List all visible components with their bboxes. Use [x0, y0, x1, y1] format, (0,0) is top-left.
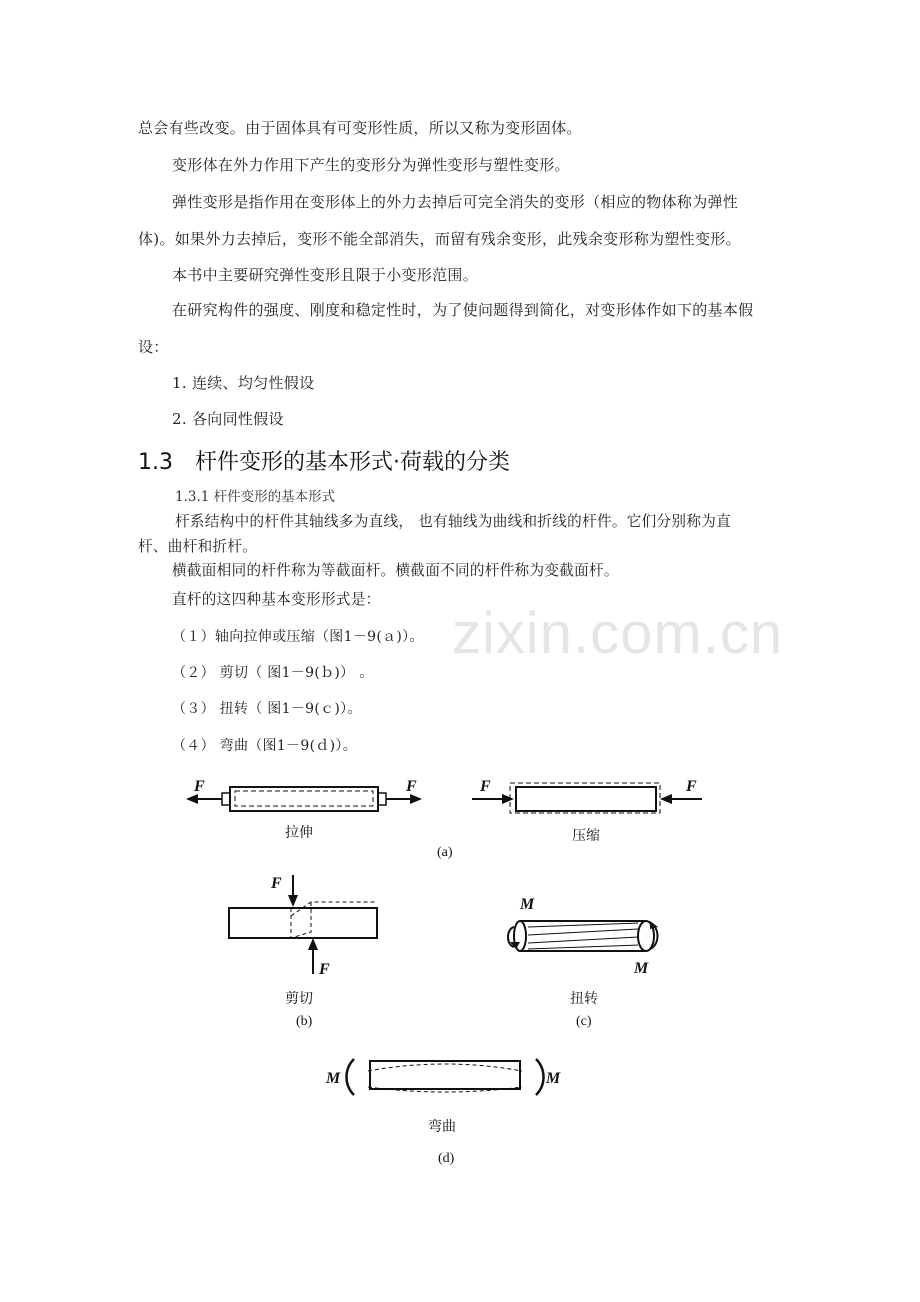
force-label-top: F	[271, 875, 282, 892]
paragraph-2: 变形体在外力作用下产生的变形分为弹性变形与塑性变形。	[172, 156, 570, 174]
caption-c: (c)	[576, 1014, 592, 1029]
bending-diagram	[320, 1053, 570, 1103]
section-title: 杆件变形的基本形式·荷载的分类	[195, 450, 510, 475]
assumption-2: 2. 各向同性假设	[172, 410, 284, 428]
compression-diagram	[470, 775, 730, 825]
paragraph-1: 总会有些改变。由于固体具有可变形性质，所以又称为变形固体。	[138, 119, 582, 137]
body-line-2: 杆、曲杆和折杆。	[138, 538, 258, 555]
watermark: zixin.com.cn	[452, 601, 784, 666]
subsection-heading: 1.3.1 杆件变形的基本形式	[175, 489, 336, 505]
shear-diagram	[225, 870, 395, 980]
paragraph-5-line-1: 在研究构件的强度、刚度和稳定性时，为了使问题得到简化，对变形体作如下的基本假	[172, 301, 754, 319]
paragraph-5-line-2: 设：	[138, 338, 169, 356]
tension-label: 拉伸	[285, 825, 313, 841]
force-label-left: F	[480, 778, 491, 795]
assumption-1: 1. 连续、均匀性假设	[172, 374, 315, 392]
section-heading	[138, 449, 510, 477]
form-item-2: （２） 剪切（ 图1－9(ｂ)） 。	[172, 665, 374, 681]
moment-label-top: M	[520, 896, 535, 913]
compression-label: 压缩	[572, 828, 600, 844]
caption-d: (d)	[438, 1151, 455, 1166]
caption-b: (b)	[296, 1014, 313, 1029]
caption-a: (a)	[437, 845, 453, 860]
paragraph-3-line-2: 体)。如果外力去掉后，变形不能全部消失，而留有残余变形，此残余变形称为塑性变形。	[138, 230, 741, 248]
section-number: 1.3	[138, 450, 173, 475]
body-line-3: 横截面相同的杆件称为等截面杆。横截面不同的杆件称为变截面杆。	[172, 562, 619, 579]
torsion-diagram	[500, 893, 670, 983]
body-line-4: 直杆的这四种基本变形形式是：	[172, 591, 381, 608]
paragraph-3-line-1: 弹性变形是指作用在变形体上的外力去掉后可完全消失的变形（相应的物体称为弹性	[172, 193, 739, 211]
moment-label-bottom: M	[634, 960, 649, 977]
body-line-1: 杆系结构中的杆件其轴线多为直线， 也有轴线为曲线和折线的杆件。它们分别称为直	[175, 513, 732, 530]
bending-label: 弯曲	[428, 1119, 456, 1135]
force-label-bottom: F	[319, 961, 330, 978]
moment-label-right: M	[546, 1070, 561, 1087]
force-label-right: F	[406, 778, 417, 795]
force-label-right: F	[686, 778, 697, 795]
moment-label-left: M	[326, 1070, 341, 1087]
form-item-1: （１）轴向拉伸或压缩（图1－9(ａ)）。	[172, 629, 424, 645]
torsion-label: 扭转	[570, 991, 598, 1007]
form-item-3: （３） 扭转（ 图1－9(ｃ)）。	[172, 701, 362, 717]
shear-label: 剪切	[285, 991, 313, 1007]
tension-diagram	[180, 775, 440, 825]
form-item-4: （４） 弯曲（图1－9(ｄ)）。	[172, 738, 357, 754]
paragraph-4: 本书中主要研究弹性变形且限于小变形范围。	[172, 266, 479, 284]
force-label-left: F	[194, 778, 205, 795]
